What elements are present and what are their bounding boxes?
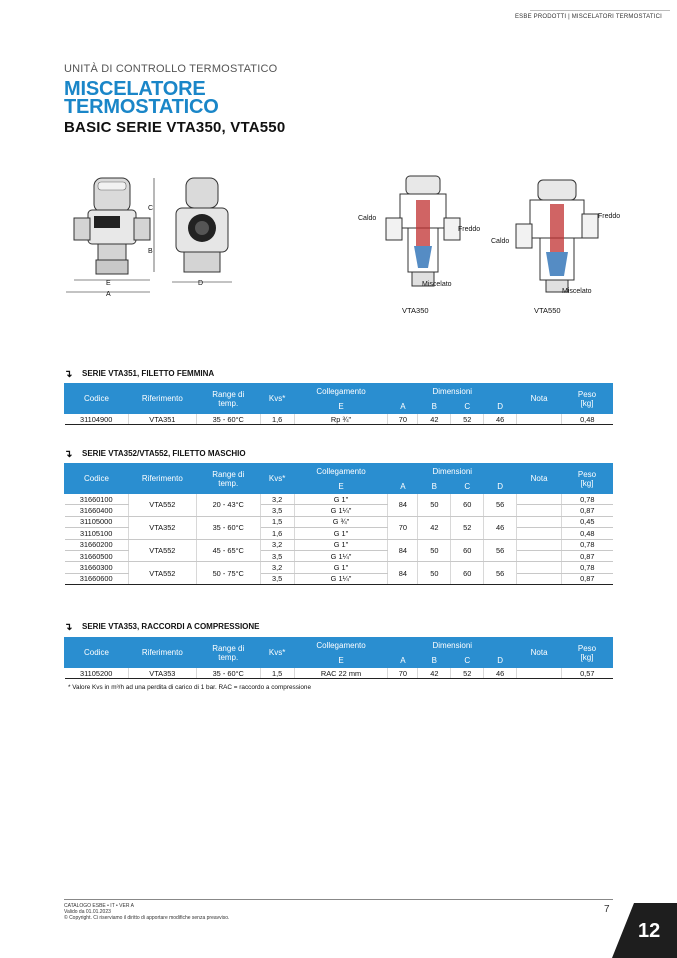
col-header-range: Range di temp. xyxy=(196,384,260,414)
col-header-nota: Nota xyxy=(517,638,562,668)
cell-dim-a: 70 xyxy=(388,668,418,679)
cell-dim-d: 46 xyxy=(484,414,517,425)
col-header-range: Range di temp. xyxy=(196,464,260,494)
cell-nota xyxy=(517,494,562,505)
col-header-d: D xyxy=(484,400,517,414)
page-subtitle: UNITÀ DI CONTROLLO TERMOSTATICO xyxy=(64,63,278,75)
section-title-text: SERIE VTA352/VTA552, FILETTO MASCHIO xyxy=(82,449,246,458)
dim-label-d: D xyxy=(198,280,204,287)
col-header-dimensioni: Dimensioni xyxy=(388,464,517,480)
page-title xyxy=(64,80,219,116)
cell-nota xyxy=(517,516,562,527)
cell-codice: 31105100 xyxy=(65,528,129,539)
col-header-e: E xyxy=(294,400,388,414)
vta350-freddo-label: Freddo xyxy=(458,226,481,233)
footer-catalog: CATALOGO ESBE • IT • VER A xyxy=(64,903,134,909)
cell-riferimento: VTA351 xyxy=(128,414,196,425)
col-header-peso: Peso [kg] xyxy=(562,384,613,414)
vta350-miscelato-label: Miscelato xyxy=(422,281,452,288)
cell-dim-d: 56 xyxy=(484,539,517,562)
col-header-collegamento: Collegamento xyxy=(294,384,388,400)
col-header-a: A xyxy=(388,400,418,414)
cell-collegamento: G 1" xyxy=(294,494,388,505)
cell-codice: 31660300 xyxy=(65,562,129,573)
cell-nota xyxy=(517,550,562,561)
vta550-section-drawing xyxy=(510,176,605,296)
product-series-title: BASIC SERIE VTA350, VTA550 xyxy=(64,119,286,136)
cell-riferimento: VTA552 xyxy=(128,539,196,562)
vta350-caldo-label: Caldo xyxy=(358,215,377,222)
cell-peso: 0,48 xyxy=(562,528,613,539)
col-header-riferimento: Riferimento xyxy=(128,464,196,494)
cell-range: 20 - 43°C xyxy=(196,494,260,517)
col-header-collegamento: Collegamento xyxy=(294,464,388,480)
cell-dim-c: 60 xyxy=(451,562,484,585)
cell-kvs: 1,5 xyxy=(260,516,294,527)
dim-label-b: B xyxy=(148,248,153,255)
col-header-c: C xyxy=(451,480,484,494)
section-arrow-icon: ↴ xyxy=(64,369,73,380)
cell-kvs: 3,2 xyxy=(260,562,294,573)
cell-codice: 31105000 xyxy=(65,516,129,527)
vta550-caldo-label: Caldo xyxy=(491,238,510,245)
title-line-2: TERMOSTATICO xyxy=(64,96,219,118)
footer-info xyxy=(64,903,229,921)
cell-riferimento: VTA552 xyxy=(128,562,196,585)
col-header-e: E xyxy=(294,480,388,494)
footer-copyright: © Copyright. Ci riserviamo il diritto di apportare modifiche senza preavviso. xyxy=(64,915,230,921)
table-row xyxy=(65,562,613,573)
table-row xyxy=(65,539,613,550)
title-line-1: MISCELATORE xyxy=(64,78,206,100)
col-header-nota: Nota xyxy=(517,464,562,494)
cell-kvs: 3,5 xyxy=(260,573,294,584)
table-row xyxy=(65,494,613,505)
cell-nota xyxy=(517,573,562,584)
vta550-caption: VTA550 xyxy=(534,306,561,315)
col-header-a: A xyxy=(388,480,418,494)
col-header-dimensioni: Dimensioni xyxy=(388,638,517,654)
col-header-b: B xyxy=(418,654,451,668)
cell-dim-a: 84 xyxy=(388,539,418,562)
cell-range: 35 - 60°C xyxy=(196,414,260,425)
spec-table-vta353 xyxy=(64,637,613,679)
header-breadcrumb: ESBE PRODOTTI | MISCELATORI TERMOSTATICI xyxy=(514,14,662,20)
cell-kvs: 3,2 xyxy=(260,539,294,550)
cell-kvs: 3,2 xyxy=(260,494,294,505)
cell-codice: 31660500 xyxy=(65,550,129,561)
cell-dim-c: 52 xyxy=(451,668,484,679)
cell-codice: 31104900 xyxy=(65,414,129,425)
spec-table-vta351 xyxy=(64,383,613,425)
cell-collegamento: G 1" xyxy=(294,562,388,573)
col-header-a: A xyxy=(388,654,418,668)
col-header-codice: Codice xyxy=(65,384,129,414)
vta550-miscelato-label: Miscelato xyxy=(562,288,592,295)
cell-riferimento: VTA352 xyxy=(128,516,196,539)
header-rule xyxy=(530,10,670,11)
col-header-codice: Codice xyxy=(65,638,129,668)
cell-codice: 31660400 xyxy=(65,505,129,516)
cell-nota xyxy=(517,539,562,550)
cell-kvs: 1,6 xyxy=(260,414,294,425)
cell-riferimento: VTA552 xyxy=(128,494,196,517)
col-header-peso: Peso [kg] xyxy=(562,638,613,668)
cell-peso: 0,87 xyxy=(562,505,613,516)
cell-collegamento: Rp ¾" xyxy=(294,414,388,425)
cell-collegamento: G 1" xyxy=(294,539,388,550)
cell-range: 50 - 75°C xyxy=(196,562,260,585)
col-header-d: D xyxy=(484,654,517,668)
col-header-e: E xyxy=(294,654,388,668)
dim-label-c: C xyxy=(148,205,154,212)
cell-codice: 31660100 xyxy=(65,494,129,505)
table-row xyxy=(65,668,613,679)
col-header-codice: Codice xyxy=(65,464,129,494)
cell-dim-b: 50 xyxy=(418,562,451,585)
cell-collegamento: G 1¼" xyxy=(294,573,388,584)
col-header-c: C xyxy=(451,400,484,414)
cell-dim-d: 46 xyxy=(484,668,517,679)
cell-kvs: 1,5 xyxy=(260,668,294,679)
cell-dim-c: 52 xyxy=(451,414,484,425)
footer-validity: Valido da 01.01.2023 xyxy=(64,909,111,915)
table-row xyxy=(65,516,613,527)
section-title-text: SERIE VTA351, FILETTO FEMMINA xyxy=(82,369,215,378)
cell-dim-a: 70 xyxy=(388,516,418,539)
col-header-riferimento: Riferimento xyxy=(128,384,196,414)
section-title-text: SERIE VTA353, RACCORDI A COMPRESSIONE xyxy=(82,622,260,631)
cell-collegamento: G 1" xyxy=(294,528,388,539)
section-title-vta351 xyxy=(64,369,214,380)
cell-dim-c: 52 xyxy=(451,516,484,539)
cell-nota xyxy=(517,562,562,573)
section-arrow-icon: ↴ xyxy=(64,622,73,633)
cell-dim-b: 50 xyxy=(418,539,451,562)
cell-dim-d: 46 xyxy=(484,516,517,539)
section-tab-number: 12 xyxy=(638,920,661,942)
cell-codice: 31105200 xyxy=(65,668,129,679)
col-header-kvs: Kvs* xyxy=(260,464,294,494)
cell-dim-d: 56 xyxy=(484,494,517,517)
cell-range: 45 - 65°C xyxy=(196,539,260,562)
section-title-vta352-vta552 xyxy=(64,449,246,460)
cell-codice: 31660200 xyxy=(65,539,129,550)
cell-peso: 0,78 xyxy=(562,539,613,550)
cell-kvs: 3,5 xyxy=(260,505,294,516)
col-header-range: Range di temp. xyxy=(196,638,260,668)
cell-collegamento: RAC 22 mm xyxy=(294,668,388,679)
table-row xyxy=(65,414,613,425)
cell-kvs: 1,6 xyxy=(260,528,294,539)
page-number: 7 xyxy=(604,904,610,915)
cell-dim-b: 50 xyxy=(418,494,451,517)
vta350-section-drawing xyxy=(378,172,468,292)
section-title-vta353 xyxy=(64,622,260,633)
cell-peso: 0,87 xyxy=(562,550,613,561)
cell-peso: 0,45 xyxy=(562,516,613,527)
col-header-kvs: Kvs* xyxy=(260,638,294,668)
cell-dim-b: 42 xyxy=(418,516,451,539)
cell-peso: 0,87 xyxy=(562,573,613,584)
cell-dim-c: 60 xyxy=(451,494,484,517)
col-header-dimensioni: Dimensioni xyxy=(388,384,517,400)
col-header-nota: Nota xyxy=(517,384,562,414)
cell-dim-c: 60 xyxy=(451,539,484,562)
vta550-freddo-label: Freddo xyxy=(598,213,621,220)
valve-side-view-drawing xyxy=(168,176,238,291)
cell-range: 35 - 60°C xyxy=(196,516,260,539)
col-header-peso: Peso [kg] xyxy=(562,464,613,494)
cell-dim-a: 84 xyxy=(388,494,418,517)
col-header-riferimento: Riferimento xyxy=(128,638,196,668)
dim-label-e: E xyxy=(106,280,111,287)
dim-label-a: A xyxy=(106,291,111,298)
cell-peso: 0,57 xyxy=(562,668,613,679)
cell-dim-d: 56 xyxy=(484,562,517,585)
col-header-collegamento: Collegamento xyxy=(294,638,388,654)
cell-dim-b: 42 xyxy=(418,668,451,679)
cell-nota xyxy=(517,668,562,679)
col-header-b: B xyxy=(418,400,451,414)
col-header-c: C xyxy=(451,654,484,668)
cell-riferimento: VTA353 xyxy=(128,668,196,679)
cell-collegamento: G 1¼" xyxy=(294,550,388,561)
kvs-footnote: * Valore Kvs in m³/h ad una perdita di carico di 1 bar. RAC = raccordo a compressione xyxy=(68,684,312,691)
col-header-b: B xyxy=(418,480,451,494)
cell-collegamento: G 1¼" xyxy=(294,505,388,516)
cell-range: 35 - 60°C xyxy=(196,668,260,679)
cell-peso: 0,48 xyxy=(562,414,613,425)
vta350-caption: VTA350 xyxy=(402,306,429,315)
cell-peso: 0,78 xyxy=(562,562,613,573)
cell-nota xyxy=(517,414,562,425)
cell-dim-b: 42 xyxy=(418,414,451,425)
cell-codice: 31660600 xyxy=(65,573,129,584)
spec-table-vta352-vta552 xyxy=(64,463,613,585)
cell-kvs: 3,5 xyxy=(260,550,294,561)
section-arrow-icon: ↴ xyxy=(64,449,73,460)
col-header-kvs: Kvs* xyxy=(260,384,294,414)
cell-nota xyxy=(517,505,562,516)
cell-collegamento: G ¾" xyxy=(294,516,388,527)
cell-nota xyxy=(517,528,562,539)
valve-front-view-drawing xyxy=(64,172,164,302)
col-header-d: D xyxy=(484,480,517,494)
cell-dim-a: 84 xyxy=(388,562,418,585)
cell-peso: 0,78 xyxy=(562,494,613,505)
footer-rule xyxy=(64,899,613,900)
cell-dim-a: 70 xyxy=(388,414,418,425)
